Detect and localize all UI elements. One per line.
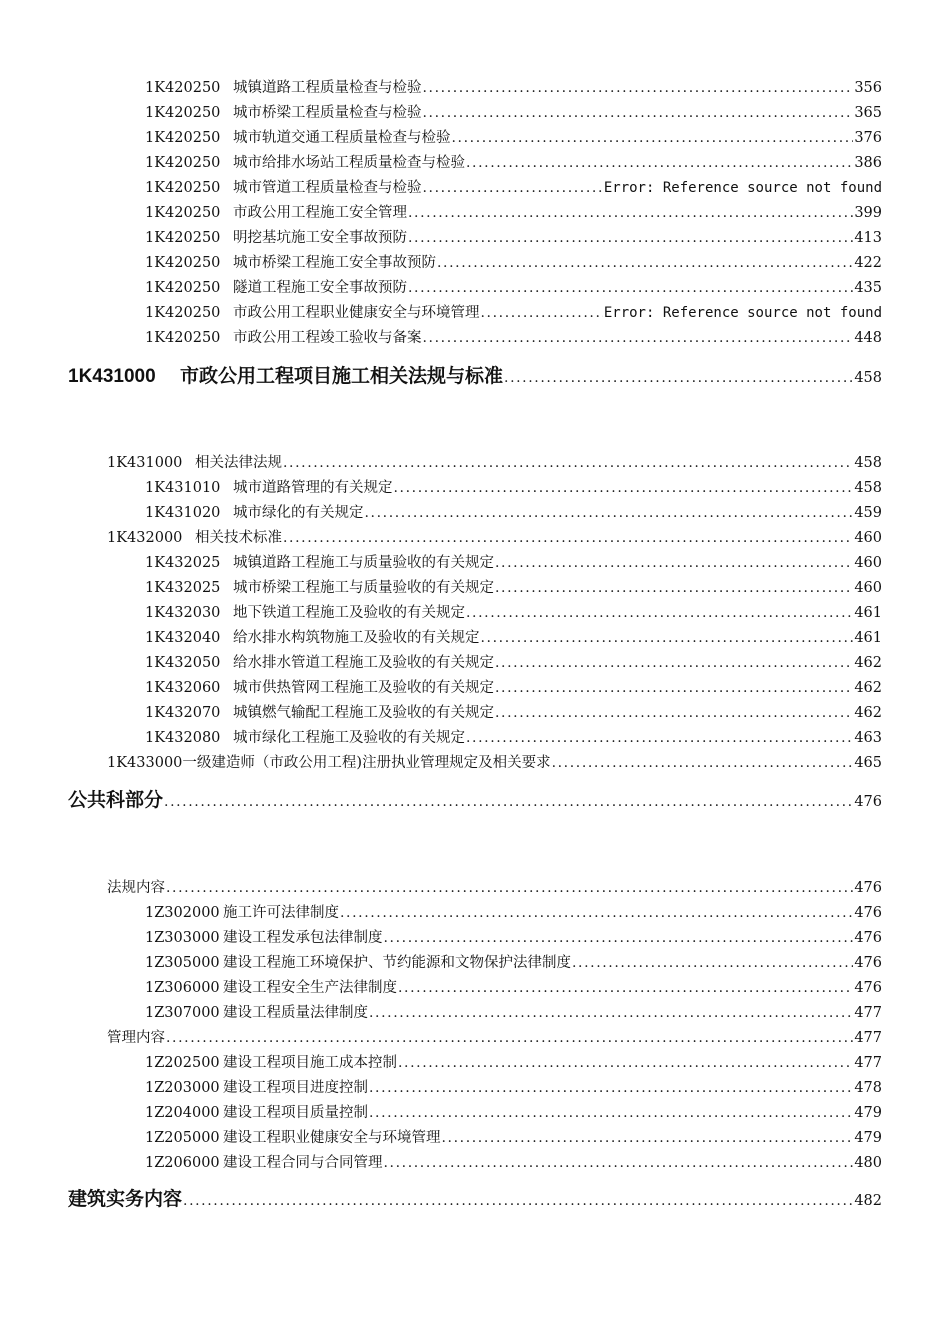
toc-page: 458 [854,480,882,496]
toc-code: 1K420250 [145,180,221,196]
toc-entry[interactable] [107,528,882,548]
leader-dots [466,603,853,623]
leader-dots [495,703,853,723]
toc-entry[interactable] [107,878,882,898]
toc-title: 建设工程施工环境保护、节约能源和文物保护法律制度 [223,955,571,971]
leader-dots [481,628,854,648]
leader-dots [164,789,853,815]
toc-page: 462 [854,655,882,671]
toc-code: 1K432040 [145,630,221,646]
toc-page-error: Error: Reference source not found [603,180,882,196]
toc-heading[interactable] [68,364,882,391]
leader-dots [183,1188,853,1214]
toc-page: 479 [854,1130,882,1146]
leader-dots [166,1028,853,1048]
toc-code: 1K420250 [145,80,221,96]
toc-page: 482 [854,1193,882,1209]
toc-title: 城镇道路工程质量检查与检验 [233,80,422,96]
toc-title: 城市给排水场站工程质量检查与检验 [233,155,465,171]
leader-dots [369,1078,853,1098]
toc-title: 城市桥梁工程质量检查与检验 [233,105,422,121]
toc-title: 相关法律法规 [195,455,282,471]
toc-title: 公共科部分 [68,790,164,811]
toc-page: 476 [854,794,882,810]
toc-entry[interactable] [145,478,882,498]
toc-title: 管理内容 [107,1030,165,1046]
leader-dots [166,878,853,898]
toc-code: 1K432070 [145,705,221,721]
toc-page: 459 [854,505,882,521]
toc-page: 477 [854,1005,882,1021]
leader-dots [398,978,853,998]
toc-title: 市政公用工程项目施工相关法规与标准 [180,366,504,387]
toc-entry[interactable] [145,1053,882,1073]
toc-entry[interactable] [145,278,882,298]
toc-code: 1K432000 [107,530,183,546]
toc-code: 1K420250 [145,155,221,171]
toc-page: 413 [854,230,882,246]
toc-entry[interactable] [145,178,882,198]
toc-page: 479 [854,1105,882,1121]
toc-page: 476 [854,880,882,896]
toc-title: 给水排水管道工程施工及验收的有关规定 [233,655,494,671]
leader-dots [572,953,853,973]
toc-page: 399 [854,205,882,221]
toc-entry[interactable] [145,103,882,123]
toc-page: 478 [854,1080,882,1096]
toc-title: 市政公用工程竣工验收与备案 [233,330,422,346]
toc-entry[interactable] [145,253,882,273]
toc-code: 1Z305000 [145,955,220,971]
toc-code: 1Z303000 [145,930,220,946]
toc-heading[interactable] [68,1187,882,1214]
toc-title: 市政公用工程职业健康安全与环境管理 [233,305,480,321]
toc-entry[interactable] [145,1078,882,1098]
toc-code: 1Z203000 [145,1080,220,1096]
toc-title: 城市桥梁工程施工与质量验收的有关规定 [233,580,494,596]
toc-code: 1Z206000 [145,1155,220,1171]
toc-heading[interactable] [68,788,882,815]
toc-page: 458 [854,455,882,471]
toc-code: 1K431020 [145,505,221,521]
leader-dots [495,553,853,573]
leader-dots [495,653,853,673]
toc-page: 435 [854,280,882,296]
leader-dots [365,503,854,523]
toc-entry[interactable] [145,503,882,523]
toc-title: 城镇道路工程施工与质量验收的有关规定 [233,555,494,571]
leader-dots [504,365,853,391]
toc-code: 1K432050 [145,655,221,671]
toc-entry[interactable] [107,1028,882,1048]
toc-title: 城市绿化的有关规定 [233,505,364,521]
toc-code: 1Z202500 [145,1055,220,1071]
toc-title: 建设工程合同与合同管理 [223,1155,383,1171]
toc-entry[interactable] [145,1153,882,1173]
toc-title: 建设工程职业健康安全与环境管理 [223,1130,441,1146]
toc-title: 城镇燃气输配工程施工及验收的有关规定 [233,705,494,721]
leader-dots [369,1103,853,1123]
leader-dots [423,78,854,98]
toc-entry[interactable] [145,928,882,948]
leader-dots [466,153,853,173]
toc-entry[interactable] [145,228,882,248]
toc-code: 1K431010 [145,480,221,496]
toc-page: 477 [854,1055,882,1071]
toc-title: 建设工程安全生产法律制度 [223,980,397,996]
toc-title: 法规内容 [107,880,165,896]
leader-dots [340,903,853,923]
toc-page: 476 [854,955,882,971]
toc-entry[interactable] [107,753,882,773]
toc-code: 1K432025 [145,555,221,571]
leader-dots [398,1053,853,1073]
toc-code: 1K420250 [145,130,221,146]
toc-entry[interactable] [145,603,882,623]
toc-code: 1K431000 [107,455,183,471]
leader-dots [423,178,603,198]
toc-entry[interactable] [145,1103,882,1123]
toc-code: 1Z306000 [145,980,220,996]
toc-page: 460 [854,555,882,571]
toc-page: 386 [854,155,882,171]
toc-code: 1Z302000 [145,905,220,921]
toc-title: 建设工程发承包法律制度 [223,930,383,946]
leader-dots [283,528,853,548]
leader-dots [423,103,854,123]
toc-page: 461 [854,605,882,621]
toc-entry[interactable] [145,128,882,148]
toc-title: 城市道路管理的有关规定 [233,480,393,496]
toc-entry[interactable] [145,1003,882,1023]
toc-page: 465 [854,755,882,771]
toc-entry[interactable] [145,78,882,98]
toc-page: 476 [854,905,882,921]
toc-page: 476 [854,930,882,946]
toc-entry[interactable] [145,553,882,573]
leader-dots [423,328,854,348]
toc-page: 480 [854,1155,882,1171]
toc-page: 460 [854,580,882,596]
leader-dots [369,1003,853,1023]
toc-page: 461 [854,630,882,646]
toc-entry[interactable] [145,678,882,698]
leader-dots [283,453,853,473]
toc-entry[interactable] [145,703,882,723]
toc-page: 477 [854,1030,882,1046]
toc-entry[interactable] [145,653,882,673]
leader-dots [481,303,603,323]
toc-title: 城市供热管网工程施工及验收的有关规定 [233,680,494,696]
toc-code: 1K432030 [145,605,221,621]
toc-page: 463 [854,730,882,746]
toc-page-error: Error: Reference source not found [603,305,882,321]
toc-entry[interactable] [145,903,882,923]
toc-entry[interactable] [145,1128,882,1148]
leader-dots [495,678,853,698]
toc-page: 460 [854,530,882,546]
toc-title: 相关技术标准 [195,530,282,546]
toc-entry[interactable] [145,978,882,998]
toc-code: 1K420250 [145,105,221,121]
toc-page: 376 [854,130,882,146]
toc-code: 1K420250 [145,230,221,246]
toc-entry[interactable] [145,203,882,223]
leader-dots [452,128,854,148]
toc-title: 城市桥梁工程施工安全事故预防 [233,255,436,271]
leader-dots [408,228,853,248]
toc-code: 1K420250 [145,305,221,321]
toc-entry[interactable] [145,303,882,323]
toc-entry[interactable] [145,628,882,648]
toc-code: 1Z205000 [145,1130,220,1146]
toc-page: 462 [854,705,882,721]
toc-title: 城市轨道交通工程质量检查与检验 [233,130,451,146]
toc-entry[interactable] [145,328,882,348]
toc-title: 一级建造师（市政公用工程)注册执业管理规定及相关要求 [182,755,551,771]
toc-title: 隧道工程施工安全事故预防 [233,280,407,296]
leader-dots [437,253,853,273]
toc-page: 462 [854,680,882,696]
toc-page: 448 [854,330,882,346]
leader-dots [408,203,853,223]
toc-title: 建设工程项目质量控制 [223,1105,368,1121]
toc-code: 1K420250 [145,205,221,221]
toc-title: 建设工程质量法律制度 [223,1005,368,1021]
toc-entry[interactable] [145,153,882,173]
leader-dots [384,928,854,948]
leader-dots [495,578,853,598]
toc-title: 给水排水构筑物施工及验收的有关规定 [233,630,480,646]
toc-title: 城市管道工程质量检查与检验 [233,180,422,196]
toc-page: 458 [854,370,882,386]
toc-code: 1K432025 [145,580,221,596]
toc-page: 476 [854,980,882,996]
toc-page: 356 [854,80,882,96]
toc-code: 1K431000 [68,366,156,387]
toc-title: 地下铁道工程施工及验收的有关规定 [233,605,465,621]
leader-dots [384,1153,854,1173]
toc-title: 明挖基坑施工安全事故预防 [233,230,407,246]
leader-dots [442,1128,854,1148]
leader-dots [408,278,853,298]
toc-title: 城市绿化工程施工及验收的有关规定 [233,730,465,746]
leader-dots [552,753,854,773]
leader-dots [466,728,853,748]
toc-entry[interactable] [145,728,882,748]
toc-code: 1K432080 [145,730,221,746]
toc-title: 施工许可法律制度 [223,905,339,921]
toc-code: 1K432060 [145,680,221,696]
toc-title: 建筑实务内容 [68,1189,183,1210]
toc-page: 365 [854,105,882,121]
toc-entry[interactable] [145,953,882,973]
toc-entry[interactable] [107,453,882,473]
toc-page: 422 [854,255,882,271]
toc-title: 建设工程项目进度控制 [223,1080,368,1096]
toc-code: 1Z307000 [145,1005,220,1021]
toc-entry[interactable] [145,578,882,598]
leader-dots [394,478,854,498]
toc-title: 建设工程项目施工成本控制 [223,1055,397,1071]
toc-code: 1K420250 [145,280,221,296]
toc-code: 1Z204000 [145,1105,220,1121]
toc-code: 1K433000 [107,755,183,771]
toc-code: 1K420250 [145,330,221,346]
toc-title: 市政公用工程施工安全管理 [233,205,407,221]
toc-code: 1K420250 [145,255,221,271]
